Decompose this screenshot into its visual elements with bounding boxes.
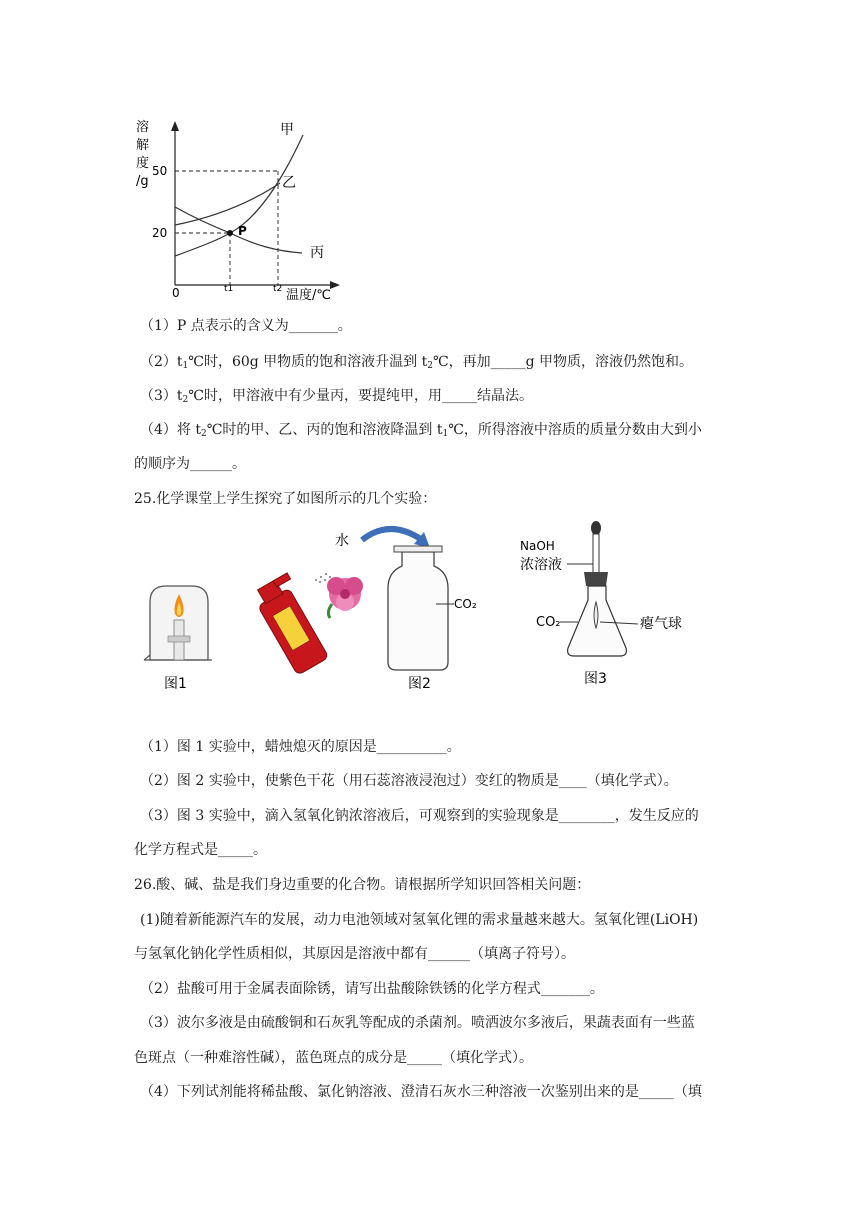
stopper (584, 572, 608, 586)
figure-1 (140, 580, 220, 695)
fig3-co2-label: CO₂ (536, 615, 561, 630)
q25-line-2: （2）图 2 实验中，使紫色干花（用石蕊溶液浸泡过）变红的物质是____（填化学式）。 (140, 773, 678, 789)
x-axis-label: 温度/℃ (286, 288, 331, 303)
q25-title: 25.化学课堂上学生探究了如图所示的几个实验： (134, 491, 437, 507)
y-label-3: 度 (136, 156, 150, 171)
x-axis-arrow (330, 281, 340, 289)
q24-l2-part-a: （2）t (140, 354, 183, 370)
arrow-curve-icon (362, 529, 422, 540)
fig1-caption: 图1 (164, 676, 187, 692)
gas-jar (388, 552, 448, 670)
fig3-naoh-label-2: 浓溶液 (520, 557, 562, 573)
spray-bottle-icon (251, 573, 334, 675)
candle-holder (168, 636, 190, 642)
flower-icon (327, 577, 363, 618)
q26-line-1: (1)随着新能源汽车的发展，动力电池领域对氢氧化锂的需求量越来越大。氢氧化锂(LiOH) (140, 912, 699, 928)
y-axis-arrow (171, 121, 179, 131)
q24-l3-part-a: （3）t (140, 388, 183, 404)
origin-label: 0 (172, 286, 180, 300)
sub-2: 2 (182, 395, 189, 405)
label-yi: 乙 (282, 175, 296, 191)
y-label-4: /g (136, 174, 149, 189)
x-tick-t1: t1 (224, 284, 234, 294)
dropper-bulb (591, 521, 601, 535)
sub-2: 2 (200, 429, 207, 439)
q24-line-3 (140, 386, 533, 410)
q26-line-2: 与氢氧化钠化学性质相似，其原因是溶液中都有______（填离子符号）。 (134, 946, 575, 962)
q24-l4-part-c: ℃，所得溶液中溶质的质量分数由大到小 (448, 422, 702, 438)
jar-lip (144, 655, 150, 660)
point-p (227, 230, 233, 236)
q26-line-4: （3）波尔多液是由硫酸铜和石灰乳等配成的杀菌剂。喷洒波尔多液后，果蔬表面有一些蓝 (140, 1015, 695, 1031)
x-tick-t2: t2 (273, 284, 283, 294)
q24-line-5: 的顺序为______。 (134, 456, 246, 472)
y-tick-20: 20 (152, 226, 168, 240)
sub-2: 2 (427, 361, 433, 371)
q24-line-2 (140, 352, 693, 376)
balloon (594, 602, 598, 628)
y-label-2: 解 (136, 138, 150, 153)
figure-2 (250, 522, 477, 694)
q24-l4-part-a: （4）将 t (140, 422, 201, 438)
label-jia: 甲 (280, 122, 294, 138)
curve-yi (175, 183, 280, 225)
dropper-tube (593, 534, 599, 574)
q26-line-6: （4）下列试剂能将稀盐酸、氯化钠溶液、澄清石灰水三种溶液一次鉴别出来的是_____（填 (140, 1084, 702, 1100)
q24-l2-part-b: ℃时，60g 甲物质的饱和溶液升温到 t (188, 354, 428, 370)
y-tick-50: 50 (152, 164, 168, 178)
q24-l2-part-c: ℃，再加_____g 甲物质，溶液仍然饱和。 (432, 354, 694, 370)
q24-l3-part-b: ℃时，甲溶液中有少量丙，要提纯甲，用_____结晶法。 (188, 388, 533, 404)
jar-lid (394, 546, 442, 552)
fig2-caption: 图2 (408, 676, 431, 692)
fig2-co2-label: CO₂ (454, 597, 477, 611)
q24-l4-part-b: ℃时的甲、乙、丙的饱和溶液降温到 t (206, 422, 443, 438)
label-p: P (238, 224, 247, 238)
fig3-naoh-label: NaOH (520, 539, 555, 553)
q24-line-1: （1）P 点表示的含义为_______。 (140, 318, 352, 334)
solubility-graph (130, 115, 350, 305)
q25-line-3: （3）图 3 实验中，滴入氢氧化钠浓溶液后，可观察到的实验现象是________，发生反应的 (140, 808, 699, 824)
q25-line-1: （1）图 1 实验中，蜡烛熄灭的原因是__________。 (140, 739, 461, 755)
q24-line-4 (140, 420, 702, 444)
fig3-balloon-label: 瘪气球 (640, 616, 682, 632)
figure-3 (512, 520, 712, 690)
fig2-water-label: 水 (335, 533, 349, 549)
fig3-caption: 图3 (584, 671, 607, 687)
label-bing: 丙 (310, 245, 324, 261)
q26-line-5: 色斑点（一种难溶性碱），蓝色斑点的成分是_____（填化学式）。 (134, 1050, 533, 1066)
q25-line-4: 化学方程式是_____。 (134, 842, 267, 858)
sub-1: 1 (442, 429, 449, 439)
y-label-1: 溶 (136, 120, 150, 135)
sub-1: 1 (182, 361, 189, 371)
q26-line-3: （2）盐酸可用于金属表面除锈，请写出盐酸除铁锈的化学方程式_______。 (140, 981, 604, 997)
q26-title: 26.酸、碱、盐是我们身边重要的化合物。请根据所学知识回答相关问题： (134, 877, 591, 893)
